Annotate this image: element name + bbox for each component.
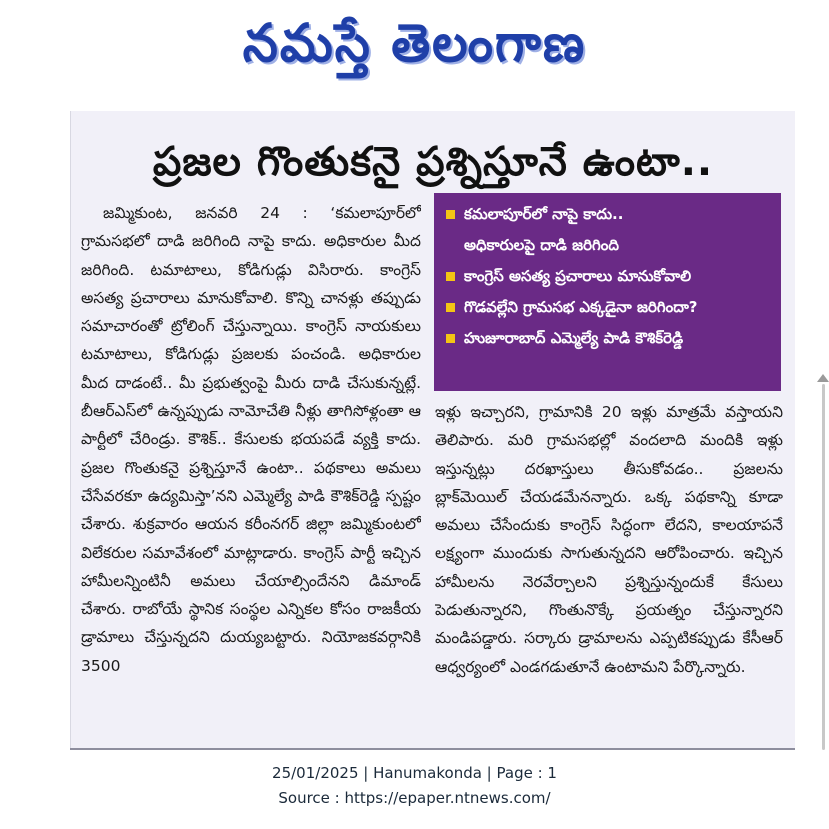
scroll-up-arrow-icon[interactable] (817, 374, 829, 382)
article-body-right-column: ఇళ్లు ఇచ్చారని, గ్రామానికి 20 ఇళ్లు మాత్రమే వస్తాయని తెలిపారు. మరి గ్రామసభల్లో వందలాది మందికి ఇళ్లు ఇస్తున్నట్లు దరఖాస్తులు తీసుకోవడం.. ప్రజలను బ్లాక్‌మెయిల్ చేయడమేనన్నారు. ఒక్క పథకాన్ని కూడా అమలు చేసేందుకు కాంగ్రెస్ సిద్ధంగా లేదని, కాలయాపనే లక్ష్యంగా ముందుకు సాగుతున్నదని ఆరోపించారు. ఇచ్చిన హామీలను నెరవేర్చాలని ప్రశ్నిస్తున్నందుకే కేసులు పెడుతున్నారని, గొంతునొక్కే ప్రయత్నం చేస్తున్నారని మండిపడ్డారు. సర్కారు డ్రామాలను ఎప్పటికప్పుడు కేసీఆర్ ఆధ్వర్యంలో ఎండగడుతూనే ఉంటామని పేర్కొన్నారు. (435, 403, 783, 676)
newspaper-masthead (0, 8, 829, 78)
highlight-item: హుజూరాబాద్ ఎమ్మెల్యే పాడి కౌశిక్‌రెడ్డి (446, 323, 771, 354)
highlight-item: కాంగ్రెస్ అసత్య ప్రచారాలు మానుకోవాలి (446, 261, 771, 292)
masthead-title: నమస్తే తెలంగాణ (242, 12, 587, 74)
square-bullet-icon (446, 272, 455, 281)
square-bullet-icon (446, 303, 455, 312)
vertical-scrollbar[interactable] (815, 84, 829, 752)
highlight-item: కమలాపూర్‌లో నాపై కాదు.. (446, 199, 771, 230)
article-body-left-column: జమ్మికుంట, జనవరి 24 : ‘కమలాపూర్‌లో గ్రామసభలో దాడి జరిగింది నాపై కాదు. అధికారుల మీద జరిగింది. టమాటాలు, కోడిగుడ్లు విసిరారు. కాంగ్రెస్ అసత్య ప్రచారాలు మానుకోవాలి. కొన్ని చానళ్లు తప్పుడు సమాచారంతో ట్రోలింగ్ చేస్తున్నాయి. కాంగ్రెస్ నాయకులు టమాటాలు, కోడిగుడ్లు ప్రజలకు పంచండి. అధికారుల మీద దాడంటే.. మీ ప్రభుత్వంపై మీరు దాడి చేసుకున్నట్లే. బీఆర్‌ఎస్‌లో ఉన్నప్పుడు నామోచేతి నీళ్లు తాగిసోళ్లంతా ఆ పార్టీలో చేరిండ్రు. కౌశిక్.. కేసులకు భయపడే వ్యక్తి కాదు. ప్రజల గొంతుకనై ప్రశ్నిస్తూనే ఉంటా.. పథకాలు అమలు చేసేవరకూ ఉద్యమిస్తా’నని ఎమ్మెల్యే పాడి కౌశిక్‌రెడ్డి స్పష్టం చేశారు. శుక్రవారం ఆయన కరీంనగర్ జిల్లా జమ్మికుంటలో విలేకరుల సమావేశంలో మాట్లాడారు. కాంగ్రెస్ పార్టీ ఇచ్చిన హామీలన్నింటినీ అమలు చేయాల్సిందేనని డిమాండ్ చేశారు. రాబోయే స్థానిక సంస్థల ఎన్నికల కోసం రాజకీయ డ్రామాలు చేస్తున్నదని దుయ్యబట్టారు. నియోజకవర్గానికి 3500 (81, 204, 421, 675)
highlight-item: గొడవల్లేని గ్రామసభ ఎక్కడైనా జరిగిందా? (446, 292, 771, 323)
article-headline: ప్రజల గొంతుకనై ప్రశ్నిస్తూనే ఉంటా.. (152, 139, 714, 185)
edition-date-line: 25/01/2025 | Hanumakonda | Page : 1 (272, 764, 557, 782)
scrollbar-thumb[interactable] (822, 384, 825, 750)
highlights-box (434, 193, 781, 391)
square-bullet-icon (446, 334, 455, 343)
highlight-item-continuation: అధికారులపై దాడి జరిగింది (464, 236, 619, 254)
article-clipping (70, 111, 795, 748)
source-line: Source : https://epaper.ntnews.com/ (278, 789, 551, 807)
square-bullet-icon (446, 210, 455, 219)
